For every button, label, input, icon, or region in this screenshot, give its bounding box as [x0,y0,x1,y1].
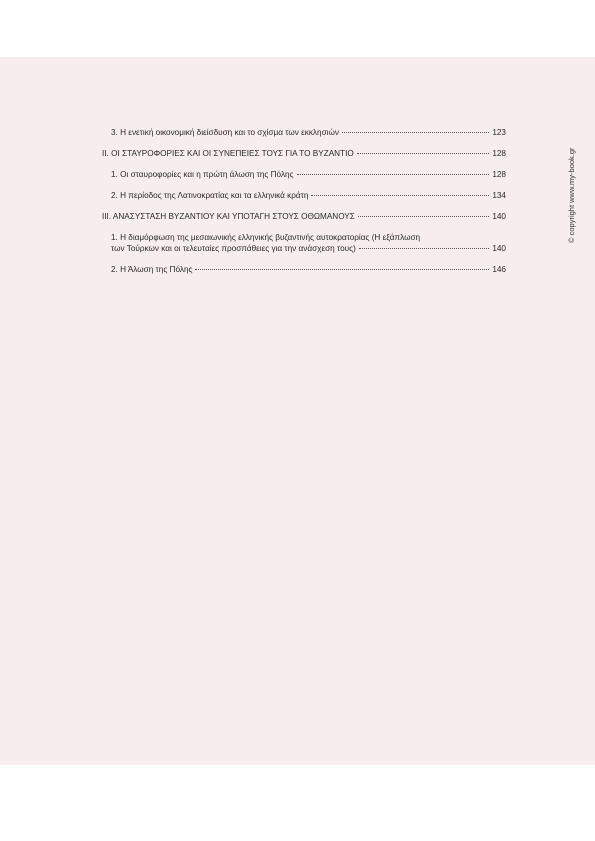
toc-entry[interactable] [111,169,506,180]
toc-entry[interactable] [111,264,506,275]
toc-entry-page: 146 [492,265,506,274]
toc-entry-multiline[interactable] [102,232,506,254]
toc-entry-page: 140 [492,212,506,221]
toc-entry-title-line1: 1. Η διαμόρφωση της μεσαιωνικής ελληνικής βυζαντινής αυτοκρατορίας (Η εξάπλωση [111,233,421,242]
toc-leader-dots [297,174,490,175]
toc-entry[interactable] [111,190,506,201]
toc-entry-page: 128 [492,149,506,158]
toc-entry-page: 134 [492,191,506,200]
toc-entry-title: 1. Οι σταυροφορίες και η πρώτη άλωση της Πόλης [111,170,294,179]
toc-entry[interactable] [111,127,506,138]
table-of-contents [102,127,506,275]
toc-entry-title: ΙΙ. ΟΙ ΣΤΑΥΡΟΦΟΡΙΕΣ ΚΑΙ ΟΙ ΣΥΝΕΠΕΙΕΣ ΤΟΥΣ ΓΙΑ ΤΟ ΒΥΖΑΝΤΙΟ [102,149,354,158]
toc-leader-dots [195,269,489,270]
toc-leader-dots [342,132,489,133]
page-sheet [0,57,595,765]
copyright-watermark: © copyright www.my-book.gr [567,147,576,243]
toc-entry[interactable] [102,211,506,222]
toc-entry-page: 128 [492,170,506,179]
toc-entry-title: των Τούρκων και οι τελευταίες προσπάθειες για την ανάσχεση τους) [111,244,356,253]
toc-entry [111,243,506,254]
toc-entry-title: 2. Η Άλωση της Πόλης [111,265,193,274]
toc-entry-title: 3. Η ενετική οικονομική διείσδυση και το σχίσμα των εκκλησιών [111,128,339,137]
toc-entry-title: ΙΙΙ. ΑΝΑΣΥΣΤΑΣΗ ΒΥΖΑΝΤΙΟΥ ΚΑΙ ΥΠΟΤΑΓΗ ΣΤΟΥΣ ΟΘΩΜΑΝΟΥΣ [102,212,355,221]
toc-leader-dots [357,153,490,154]
toc-leader-dots [311,195,489,196]
toc-leader-dots [358,216,490,217]
toc-entry-page: 140 [492,244,506,253]
toc-leader-dots [359,248,490,249]
toc-entry-title: 2. Η περίοδος της Λατινοκρατίας και τα ελληνικά κράτη [111,191,309,200]
toc-entry-page: 123 [492,128,506,137]
toc-entry[interactable] [102,148,506,159]
